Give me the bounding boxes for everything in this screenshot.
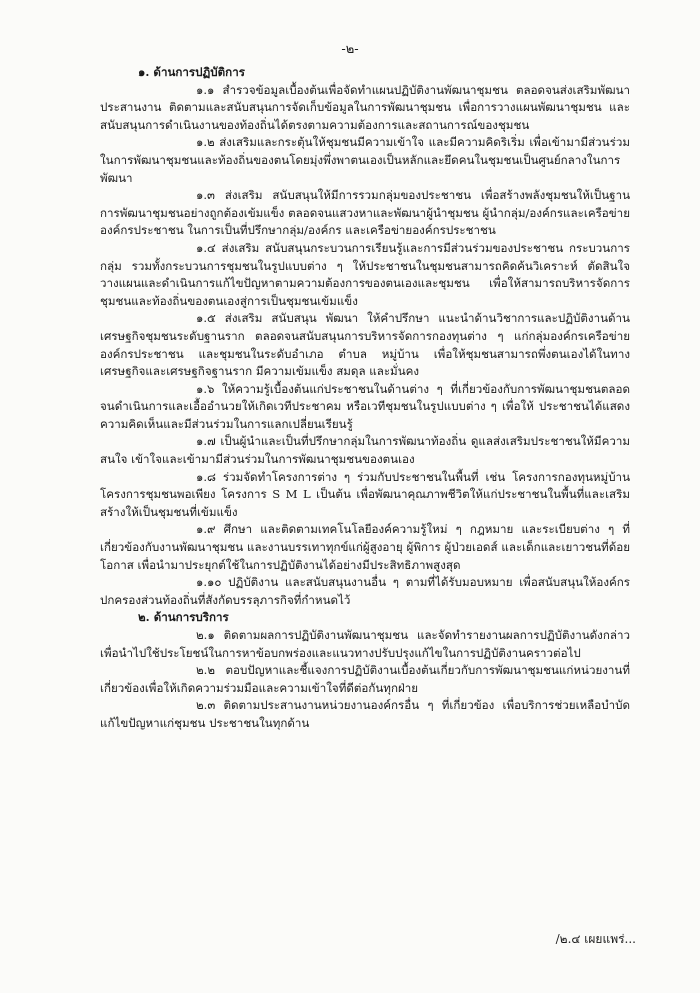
- paragraph-1-3: ๑.๓ ส่งเสริม สนับสนุนให้มีการรวมกลุ่มของประชาชน เพื่อสร้างพลังชุมชนให้เป็นฐานการพัฒนาชุมชนอย่างถูกต้องเข้มแข็ง ตลอดจนแสวงหาและพัฒนาผู้นำชุมชน ผู้นำกลุ่ม/องค์กรและเครือข่ายองค์กรประชาชน ในการเป็นที่ปรึกษากลุ่ม/องค์กร และเครือข่ายองค์กรประชาชน: [100, 188, 630, 238]
- paragraph-1-2: ๑.๒ ส่งเสริมและกระตุ้นให้ชุมชนมีความเข้าใจ และมีความคิดริเริ่ม เพื่อเข้ามามีส่วนร่วมในการพัฒนาชุมชนและท้องถิ่นของตนโดยมุ่งพึ่งพาตนเองเป็นหลักและยึดคนในชุมชนเป็นศูนย์กลางในการพัฒนา: [100, 135, 630, 185]
- paragraph-2-3: ๒.๓ ติดตามประสานงานหน่วยงานองค์กรอื่น ๆ ที่เกี่ยวข้อง เพื่อบริการช่วยเหลือบำบัด แก้ไขปัญหาแก่ชุมชน ประชาชนในทุกด้าน: [100, 698, 630, 730]
- section-title-services: ๒. ด้านการบริการ: [138, 610, 229, 625]
- paragraph-1-8: ๑.๘ ร่วมจัดทำโครงการต่าง ๆ ร่วมกับประชาชนในพื้นที่ เช่น โครงการกองทุนหมู่บ้านโครงการชุมชนพอเพียง โครงการ S M L เป็นต้น เพื่อพัฒนาคุณภาพชีวิตให้แก่ประชาชนในพื้นที่และเสริมสร้างให้เป็นชุมชนที่เข้มแข็ง: [100, 469, 630, 519]
- paragraph-1-10: ๑.๑๐ ปฏิบัติงาน และสนับสนุนงานอื่น ๆ ตามที่ได้รับมอบหมาย เพื่อสนับสนุนให้องค์กรปกครองส่วนท้องถิ่นที่สังกัดบรรลุภารกิจที่กำหนดไว้: [100, 575, 630, 607]
- paragraph-1-5: ๑.๕ ส่งเสริม สนับสนุน พัฒนา ให้คำปรึกษา แนะนำด้านวิชาการและปฏิบัติงานด้านเศรษฐกิจชุมชนระดับฐานราก ตลอดจนสนับสนุนการบริหารจัดการกองทุนต่าง ๆ แก่กลุ่มองค์กรเครือข่าย องค์กรประชาชน และชุมชนในระดับอำเภอ ตำบล หมู่บ้าน เพื่อให้ชุมชนสามารถพึ่งตนเองได้ในทางเศรษฐกิจและเศรษฐกิจฐานราก มีความเข้มแข็ง สมดุล และมั่นคง: [100, 311, 630, 379]
- paragraph-1-1: ๑.๑ สำรวจข้อมูลเบื้องต้นเพื่อจัดทำแผนปฏิบัติงานพัฒนาชุมชน ตลอดจนส่งเสริมพัฒนาประสานงาน ติดตามและสนับสนุนการจัดเก็บข้อมูลในการพัฒนาชุมชน เพื่อการวางแผนพัฒนาชุมชน และสนับสนุนการดำเนินงานของท้องถิ่นได้ตรงตามความต้องการและสถานการณ์ของชุมชน: [100, 82, 630, 132]
- paragraph-1-6: ๑.๖ ให้ความรู้เบื้องต้นแก่ประชาชนในด้านต่าง ๆ ที่เกี่ยวข้องกับการพัฒนาชุมชนตลอดจนดำเนินการและเอื้ออำนวยให้เกิดเวทีประชาคม หรือเวทีชุมชนในรูปแบบต่าง ๆ เพื่อให้ ประชาชนได้แสดงความคิดเห็นและมีส่วนร่วมในการแลกเปลี่ยนเรียนรู้: [100, 381, 630, 431]
- paragraph-1-4: ๑.๔ ส่งเสริม สนับสนุนกระบวนการเรียนรู้และการมีส่วนร่วมของประชาชน กระบวนการกลุ่ม รวมทั้งกระบวนการชุมชนในรูปแบบต่าง ๆ ให้ประชาชนในชุมชนสามารถคิดค้นวิเคราะห์ ตัดสินใจ วางแผนและดำเนินการแก้ไขปัญหาตามความต้องการของตนเองและชุมชน เพื่อให้สามารถบริหารจัดการชุมชนและท้องถิ่นของตนเองสู่การเป็นชุมชนเข้มแข็ง: [100, 240, 630, 308]
- section-title-operations: ๑. ด้านการปฏิบัติการ: [138, 65, 245, 79]
- paragraph-1-9: ๑.๙ ศึกษา และติดตามเทคโนโลยีองค์ความรู้ใหม่ ๆ กฎหมาย และระเบียบต่าง ๆ ที่เกี่ยวข้องกับงานพัฒนาชุมชน และงานบรรเทาทุกข์แก่ผู้สูงอายุ ผู้พิการ ผู้ป่วยเอดส์ และเด็กและเยาวชนที่ด้อยโอกาส เพื่อนำมาประยุกต์ใช้ในการปฏิบัติงานได้อย่างมีประสิทธิภาพสูงสุด: [100, 522, 630, 572]
- page-number: -๒-: [341, 42, 359, 57]
- continuation-note: /๒.๔ เผยแพร่...: [555, 932, 636, 946]
- paragraph-2-1: ๒.๑ ติดตามผลการปฏิบัติงานพัฒนาชุมชน และจัดทำรายงานผลการปฏิบัติงานดังกล่าว เพื่อนำไปใช้ประโยชน์ในการหาข้อบกพร่องและแนวทางปรับปรุงแก้ไขในการปฏิบัติงานคราวต่อไป: [100, 628, 630, 660]
- document-body: [100, 64, 630, 733]
- paragraph-1-7: ๑.๗ เป็นผู้นำและเป็นที่ปรึกษากลุ่มในการพัฒนาท้องถิ่น ดูแลส่งเสริมประชาชนให้มีความสนใจ เข้าใจและเข้ามามีส่วนร่วมในการพัฒนาชุมชนของตนเอง: [100, 434, 630, 467]
- paragraph-2-2: ๒.๒ ตอบปัญหาและชี้แจงการปฏิบัติงานเบื้องต้นเกี่ยวกับการพัฒนาชุมชนแก่หน่วยงานที่เกี่ยวข้องเพื่อให้เกิดความร่วมมือและความเข้าใจที่ดีต่อกันทุกฝ่าย: [100, 663, 630, 695]
